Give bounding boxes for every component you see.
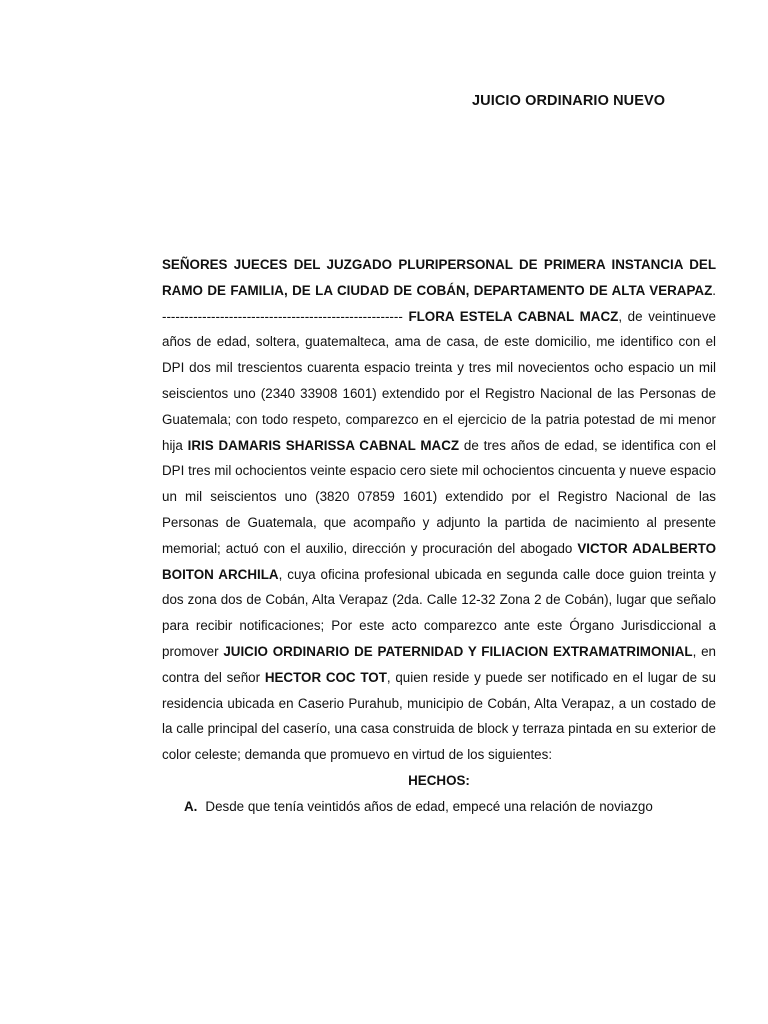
defendant-name: HECTOR COC TOT [264, 669, 387, 685]
court-address: SEÑORES JUECES DEL JUZGADO PLURIPERSONAL DE PRIMERA INSTANCIA DEL RAMO DE FAMILIA, DE LA CIUDAD DE COBÁN, DEPARTAMENTO DE ALTA VERAPAZ [162, 257, 716, 298]
paragraph-text-4: , en contra del señor [162, 643, 716, 685]
child-name: IRIS DAMARIS SHARISSA CABNAL MACZ [187, 437, 460, 453]
main-paragraph [162, 252, 716, 768]
address-rule: . ------------------------------------------------------ [162, 282, 716, 324]
plaintiff-name: FLORA ESTELA CABNAL MACZ [408, 308, 619, 324]
document-body [162, 252, 716, 820]
hechos-heading: HECHOS: [408, 772, 470, 788]
list-item [162, 794, 716, 820]
paragraph-text-3: , cuya oficina profesional ubicada en segunda calle doce guion treinta y dos zona dos de Cobán, Alta Verapaz (2da. Calle 12-32 Zona 2 de Cobán), lugar que señalo para recibir notificaciones; Por este acto comparezco ante este Órgano Jurisdiccional a promover [162, 566, 717, 659]
list-item-text: Desde que tenía veintidós años de edad, empecé una relación de noviazgo [205, 798, 653, 814]
document-title: JUICIO ORDINARIO NUEVO [472, 93, 666, 109]
list-item-letter: A. [184, 798, 198, 814]
lawyer-name: VICTOR ADALBERTO BOITON ARCHILA [162, 540, 716, 582]
lawsuit-type: JUICIO ORDINARIO DE PATERNIDAD Y FILIACION EXTRAMATRIMONIAL [223, 643, 693, 659]
paragraph-text-1: , de veintinueve años de edad, soltera, guatemalteca, ama de casa, de este domicilio, me identifico con el DPI dos mil trescientos cuarenta espacio treinta y tres mil novecientos ocho espacio un mil seiscientos uno (2340 33908 1601) extendido por el Registro Nacional de las Personas de Guatemala; con todo respeto, comparezco en el ejercicio de la patria potestad de mi menor hija [162, 308, 716, 453]
paragraph-text-5: , quien reside y puede ser notificado en el lugar de su residencia ubicada en Caserio Purahub, municipio de Cobán, Alta Verapaz, a un costado de la calle principal del caserío, una casa construida de block y terraza pintada en su exterior de color celeste; demanda que promuevo en virtud de los siguientes: [162, 669, 716, 763]
paragraph-text-2: de tres años de edad, se identifica con el DPI tres mil ochocientos veinte espacio cero siete mil ochocientos cincuenta y nueve espacio un mil seiscientos uno (3820 07859 1601) extendido por el Registro Nacional de las Personas de Guatemala, que acompaño y adjunto la partida de nacimiento al presente memorial; actuó con el auxilio, dirección y procuración del abogado [162, 437, 716, 556]
